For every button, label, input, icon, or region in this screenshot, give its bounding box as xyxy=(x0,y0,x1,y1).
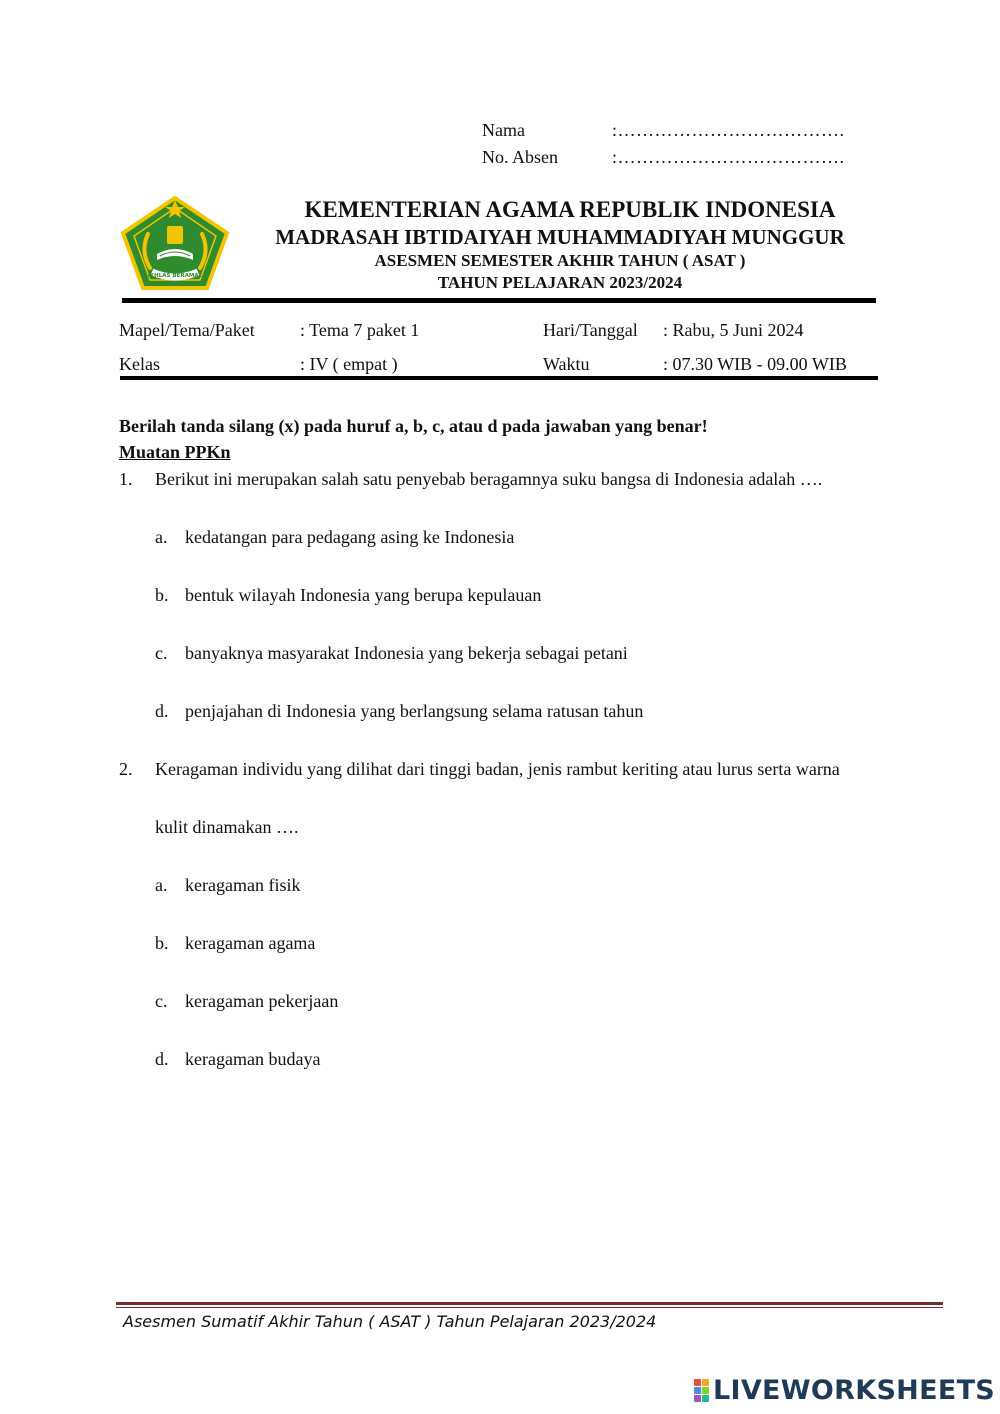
question-text: Berikut ini merupakan salah satu penyebab beragamnya suku bangsa di Indonesia adalah …. xyxy=(155,469,823,489)
kemenag-logo xyxy=(120,196,230,291)
header-divider xyxy=(122,298,876,303)
option-letter[interactable]: b. xyxy=(155,933,169,953)
option-text[interactable]: keragaman budaya xyxy=(185,1049,321,1069)
waktu-label: Waktu xyxy=(543,354,590,374)
question-number: 2. xyxy=(119,759,133,779)
option-text[interactable]: banyaknya masyarakat Indonesia yang bekerja sebagai petani xyxy=(185,643,628,663)
section-title: Muatan PPKn xyxy=(119,442,231,462)
option-letter[interactable]: a. xyxy=(155,527,168,547)
option-letter[interactable]: c. xyxy=(155,991,168,1011)
liveworksheets-logo-icon xyxy=(694,1379,709,1402)
question-number: 1. xyxy=(119,469,133,489)
option-text[interactable]: kedatangan para pedagang asing ke Indonesia xyxy=(185,527,515,547)
footer-rule xyxy=(116,1302,943,1305)
option-letter[interactable]: d. xyxy=(155,701,169,721)
option-letter[interactable]: a. xyxy=(155,875,168,895)
exam-title: ASESMEN SEMESTER AKHIR TAHUN ( ASAT ) xyxy=(374,251,746,270)
kelas-label: Kelas xyxy=(119,354,160,374)
option-letter[interactable]: d. xyxy=(155,1049,169,1069)
ministry-title: KEMENTERIAN AGAMA REPUBLIK INDONESIA xyxy=(304,197,836,222)
question-text-continued: kulit dinamakan …. xyxy=(155,817,299,837)
option-text[interactable]: keragaman agama xyxy=(185,933,316,953)
option-text[interactable]: bentuk wilayah Indonesia yang berupa kepulauan xyxy=(185,585,542,605)
name-field[interactable]: :………………………………. xyxy=(612,120,845,140)
info-divider xyxy=(120,376,878,380)
waktu-value: : 07.30 WIB - 09.00 WIB xyxy=(663,354,847,374)
question-text: Keragaman individu yang dilihat dari tinggi badan, jenis rambut keriting atau lurus serta warna xyxy=(155,759,840,779)
option-letter[interactable]: b. xyxy=(155,585,169,605)
absen-field[interactable]: :………………………………. xyxy=(612,147,845,167)
hari-label: Hari/Tanggal xyxy=(543,320,638,340)
option-letter[interactable]: c. xyxy=(155,643,168,663)
kelas-value: : IV ( empat ) xyxy=(300,354,398,374)
footer-text: Asesmen Sumatif Akhir Tahun ( ASAT ) Tahun Pelajaran 2023/2024 xyxy=(123,1312,657,1331)
academic-year: TAHUN PELAJARAN 2023/2024 xyxy=(437,273,683,292)
logo-motto: IKHLAS BERAMAL xyxy=(147,273,203,279)
watermark-text: LIVEWORKSHEETS xyxy=(713,1374,996,1406)
liveworksheets-watermark xyxy=(694,1374,995,1406)
footer-rule-thin xyxy=(116,1307,943,1308)
mapel-value: : Tema 7 paket 1 xyxy=(300,320,420,340)
instruction-text: Berilah tanda silang (x) pada huruf a, b, c, atau d pada jawaban yang benar! xyxy=(119,416,708,436)
option-text[interactable]: penjajahan di Indonesia yang berlangsung selama ratusan tahun xyxy=(185,701,644,721)
absen-label: No. Absen xyxy=(482,147,558,167)
name-label: Nama xyxy=(482,120,525,140)
option-text[interactable]: keragaman pekerjaan xyxy=(185,991,339,1011)
mapel-label: Mapel/Tema/Paket xyxy=(119,320,255,340)
option-text[interactable]: keragaman fisik xyxy=(185,875,301,895)
school-name: MADRASAH IBTIDAIYAH MUHAMMADIYAH MUNGGUR xyxy=(275,225,845,249)
hari-value: : Rabu, 5 Juni 2024 xyxy=(663,320,804,340)
